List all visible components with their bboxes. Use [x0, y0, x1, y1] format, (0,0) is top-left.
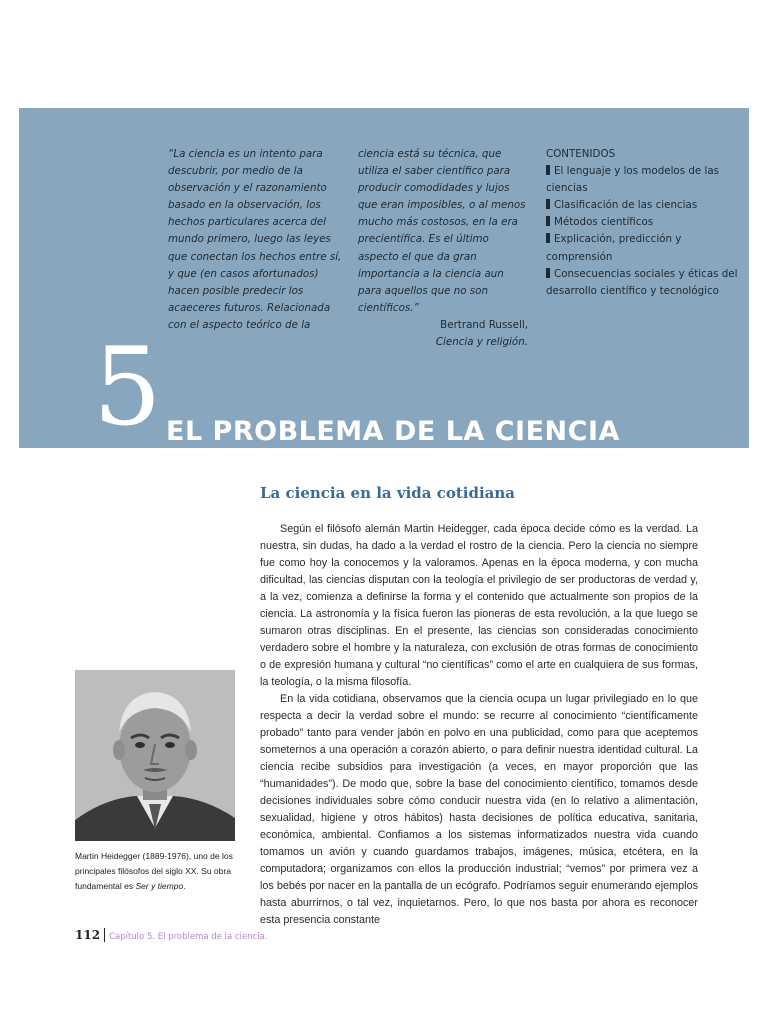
contents-item: Explicación, predicción y comprensión [546, 233, 682, 263]
contents-item: Métodos científicos [546, 214, 741, 231]
bullet-icon [546, 216, 550, 226]
page-number: 112 [75, 928, 105, 942]
chapter-title: EL PROBLEMA DE LA CIENCIA [166, 416, 620, 447]
epigraph-quote-column-2 [358, 146, 528, 351]
attribution-work: Ciencia y religión. [435, 336, 528, 349]
body-paragraph-2: En la vida cotidiana, observamos que la ciencia ocupa un lugar privilegiado en lo que respecta a decir la verdad sobre el mundo: se recurre al conocimiento “científicamente probado” tanto para vender jabón en polvo en una publicidad, como para que aceptemos someternos a una operación a corazón abierto, o para definir nuestra identidad cultural. La ciencia recibe subsidios para investigación (a veces, en mayor proporción que las “humanidades”). De modo que, sobre la base del conocimiento científico, tomamos desde decisiones individuales sobre cómo conducir nuestra vida (en lo relativo a alimentación, sexualidad, higiene y otros hábitos) hasta decisiones de política educativa, sanitaria, económica, ambiental. Confiamos a los sistemas informatizados nuestra vida cuando tomamos un avión y cuando guardamos trabajos, imágenes, música, etcétera, en la computadora; organizamos con ellos la producción industrial; “vemos” por primera vez a los bebés por nacer en la pantalla de un ecógrafo. Podríamos seguir enumerando ejemplos hasta aburrirnos, o tal vez, inquietarnos. Pero, lo que nos basta por ahora es reconocer esta presencia constante [260, 693, 698, 926]
attribution-author: Bertrand Russell, [440, 318, 528, 331]
heidegger-portrait-photo [75, 670, 235, 841]
caption-work-title: Ser y tiempo [135, 881, 184, 891]
bullet-icon [546, 268, 550, 278]
chapter-banner [19, 108, 749, 448]
body-paragraph-1: Según el filósofo alemán Martin Heidegger, cada época decide cómo es la verdad. La nuestra, sin dudas, ha dado a la verdad el rostro de la ciencia. Pero la ciencia no siempre fue como hoy la conocemos y la valoramos. Apenas en la época moderna, y con mucha dificultad, las ciencias disputan con la teología el privilegio de ser productoras de verdad y, a la vez, comienza a definirse la forma y el contenido que actualmente son propios de la ciencia. La astronomía y la física fueron las pioneras de esta revolución, a la que luego se sumaron otras disciplinas. En el presente, las ciencias son consideradas conocimiento verdadero sobre el hombre y la naturaleza, con exclusión de otras formas de conocimiento o de expresión humana y cultural “no científicas” como el arte en cualquiera de sus formas, la teología, o la misma filosofía. [260, 523, 698, 688]
chapter-contents [546, 146, 741, 300]
photo-caption: Martin Heidegger (1889-1976), uno de los principales filósofos del siglo XX. Su obra fundamental es Ser y tiempo. [75, 851, 233, 891]
epigraph-text-part-1: “La ciencia es un intento para descubrir, por medio de la observación y el razonamiento basado en la observación, los hechos particulares acerca del mundo primero, luego las leyes que conectan los hechos entre sí, y que (en casos afortunados) hacen posible predecir los acaeceres futuros. Relacionada con el aspecto teórico de la [168, 148, 342, 331]
portrait-illustration [75, 670, 235, 841]
page-footer [75, 927, 267, 943]
epigraph-quote-column-1 [168, 146, 346, 334]
epigraph-text-part-2: ciencia está su técnica, que utiliza el saber científico para producir comodidades y lujos que eran imposibles, o al menos mucho más costosos, en la era precientífica. Es el último aspecto el que da gran importancia a la ciencia aun para aquellos que no son científicos.” [358, 148, 526, 314]
epigraph-attribution [358, 317, 528, 351]
contents-item: Clasificación de las ciencias [546, 197, 741, 214]
bullet-icon [546, 199, 550, 209]
contents-heading: CONTENIDOS [546, 148, 616, 160]
contents-item: El lenguaje y los modelos de las ciencias [546, 165, 720, 195]
bullet-icon [546, 233, 550, 243]
chapter-number: 5 [93, 325, 162, 448]
contents-item: Consecuencias sociales y éticas del desarrollo científico y tecnológico [546, 267, 738, 297]
body-text [260, 521, 698, 929]
bullet-icon [546, 165, 550, 175]
section-title: La ciencia en la vida cotidiana [260, 484, 515, 502]
running-head: Capítulo 5. El problema de la ciencia. [109, 932, 268, 942]
contents-list [546, 163, 741, 300]
